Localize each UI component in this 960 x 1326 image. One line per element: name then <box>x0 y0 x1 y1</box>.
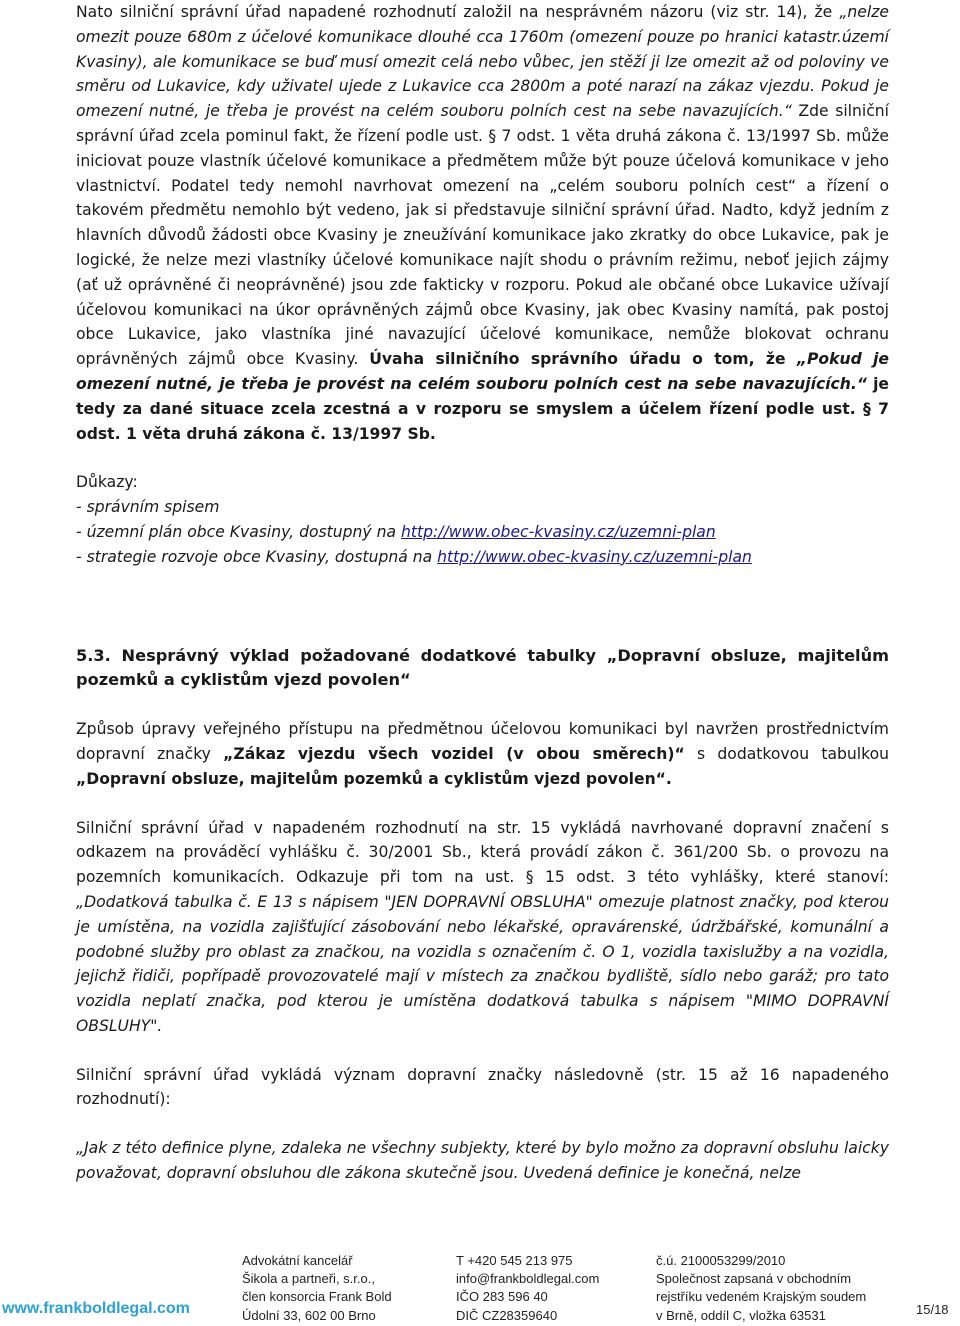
quote-decision: „nelze omezit pouze 680m z účelové komunikace dlouhé cca 1760m (omezení pouze po hranici katastr.území Kvasiny), ale komunikace se buď musí omezit celá nebo vůbec, jen stěží ji lze omezit až od poloviny ve směru od Lukavice, kdy uživatel ujede z Lukavice cca 2800m a poté narazí na zákaz vjezdu. Pokud je omezení nutné, je třeba je provést na celém souboru polních cest na sebe navazujících.“ <box>76 3 889 121</box>
footer-line: Šikola a partneři, s.r.o., <box>242 1271 375 1287</box>
paragraph-sign <box>76 717 889 791</box>
footer-line: Advokátní kancelář <box>242 1253 353 1268</box>
paragraph-interpretation: Silniční správní úřad vykládá význam dopravní značky následovně (str. 15 až 16 napadeného rozhodnutí): <box>76 1065 889 1109</box>
evidence-title: Důkazy: <box>76 473 138 492</box>
page-footer <box>0 1250 960 1326</box>
footer-website-link[interactable]: www.frankboldlegal.com <box>2 1300 190 1317</box>
paragraph-decree <box>76 816 889 1039</box>
strategy-link[interactable]: http://www.obec-kvasiny.cz/uzemni-plan <box>437 547 752 566</box>
footer-line: DIČ CZ28359640 <box>456 1307 558 1323</box>
footer-line: člen konsorcia Frank Bold <box>242 1289 392 1305</box>
decree-quote: „Dodatková tabulka č. E 13 s nápisem "JEN DOPRAVNÍ OBSLUHA" omezuje platnost značky, pod kterou je umístěna, na vozidla zajišťující zásobování nebo lékařské, opravárenské, údržbářské, komunální a podobné služby pro oblast za značkou, na vozidla s označením č. O 1, vozidla taxislužby a na vozidla, jejichž řidiči, popřípadě provozovatelé mají v místech za značkou bydliště, sídlo nebo garáž; pro tato vozidla neplatí značka, pod kterou je umístěna dodatková tabulka s nápisem "MIMO DOPRAVNÍ OBSLUHY". <box>76 892 889 1035</box>
footer-line: info@frankboldlegal.com <box>456 1271 600 1287</box>
footer-contact-info <box>456 1252 599 1325</box>
paragraph-sign-mid: s dodatkovou tabulkou <box>684 744 890 763</box>
paragraph-intro-argument: Zde silniční správní úřad zcela pominul fakt, že řízení podle ust. § 7 odst. 1 věta druhá zákona č. 13/1997 Sb. může iniciovat pouze vlastník účelové komunikace a předmětem může být pouze účelová komunikace v jeho vlastnictví. Podatel tedy nemohl navrhovat omezení na „celém souboru polních cest“ a řízení o takovém předmětu nemohlo být vedeno, jak si představuje silniční správní úřad. Nadto, když jedním z hlavních důvodů žádosti obce Kvasiny je zneužívání komunikace jako zkratky do obce Lukavice, pak je logické, že nelze mezi vlastníky účelové komunikace najít shodu o právním režimu, neboť jejich zájmy (ať už oprávněné či neoprávněné) jsou zde fakticky v rozporu. Pokud ale občané obce Lukavice užívají účelovou komunikaci na úkor oprávněných zájmů obce Kvasiny, jak obec Kvasiny namítá, pak postoj obce Lukavice, jako vlastníka jiné navazující účelové komunikace, nemůže blokovat ochranu oprávněných zájmů obce Kvasiny. <box>76 102 889 369</box>
footer-line: Údolní 33, 602 00 Brno <box>242 1307 376 1323</box>
paragraph-intro <box>76 0 889 446</box>
footer-line: IČO 283 596 40 <box>456 1289 548 1305</box>
paragraph-intro-lead: Nato silniční správní úřad napadené rozhodnutí založil na nesprávném názoru (viz str. 14), že <box>76 3 840 21</box>
evidence-item-text: - správním spisem <box>76 498 220 517</box>
footer-line: Společnost zapsaná v obchodním <box>656 1271 852 1287</box>
evidence-item-text: - územní plán obce Kvasiny, dostupný na <box>76 522 402 541</box>
footer-line: rejstříku vedeném Krajským soudem <box>656 1289 867 1305</box>
paragraph-decree-lead: Silniční správní úřad v napadeném rozhodnutí na str. 15 vykládá navrhované dopravní značení s odkazem na prováděcí vyhlášku č. 30/2001 Sb., která provádí zákon č. 361/200 Sb. o provozu na pozemních komunikacích. Odkazuje při tom na ust. § 15 odst. 3 této vyhlášky, které stanoví: <box>76 818 889 887</box>
zoning-plan-link[interactable]: http://www.obec-kvasiny.cz/uzemni-plan <box>401 522 716 541</box>
footer-firm-info <box>242 1252 392 1325</box>
evidence-item <box>76 545 889 570</box>
conclusion-quote: „Pokud je omezení nutné, je třeba je provést na celém souboru polních cest na sebe navazujících.“ <box>76 350 890 393</box>
document-page <box>76 0 889 1186</box>
section-heading: 5.3. Nesprávný výklad požadované dodatkové tabulky „Dopravní obsluze, majitelům pozemků a cyklistům vjezd povolen“ <box>76 645 889 690</box>
footer-line: v Brně, oddíl C, vložka 63531 <box>656 1307 826 1323</box>
page-number: 15/18 <box>916 1302 949 1317</box>
paragraph-sign-lead: Způsob úpravy veřejného přístupu na předmětnou účelovou komunikaci byl navržen prostřednictvím dopravní značky <box>76 720 889 763</box>
evidence-item <box>76 520 889 545</box>
sign-name: „Zákaz vjezdu všech vozidel (v obou směrech)“ <box>223 744 685 763</box>
conclusion-tail: je tedy za dané situace zcela zcestná a v rozporu se smyslem a účelem řízení podle ust. § 7 odst. 1 věta druhá zákona č. 13/1997 Sb. <box>76 374 889 443</box>
interpretation-quote: „Jak z této definice plyne, zdaleka ne všechny subjekty, které by bylo možno za dopravní obsluhu laicky považovat, dopravní obsluhou dle zákona skutečně jsou. Uvedená definice je konečná, nelze <box>76 1139 889 1183</box>
footer-registry-info <box>656 1252 866 1325</box>
evidence-item <box>76 495 889 520</box>
conclusion-lead: Úvaha silničního správního úřadu o tom, že <box>369 350 797 369</box>
evidence-item-text: - strategie rozvoje obce Kvasiny, dostupná na <box>76 547 438 566</box>
footer-line: T +420 545 213 975 <box>456 1253 573 1268</box>
footer-line: č.ú. 2100053299/2010 <box>656 1253 786 1268</box>
supplementary-plate-name: „Dopravní obsluze, majitelům pozemků a cyklistům vjezd povolen“. <box>76 769 672 788</box>
